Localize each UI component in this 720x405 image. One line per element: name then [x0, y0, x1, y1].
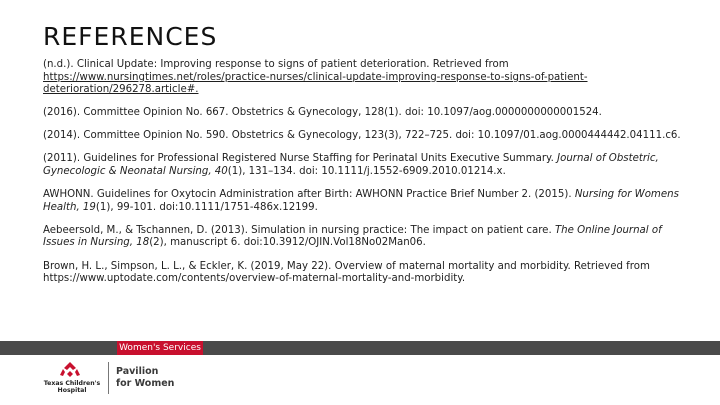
reference-item: [43, 225, 683, 250]
reference-text: (2016). Committee Opinion No. 667. Obstetrics & Gynecology, 128(1). doi: 10.1097/aog.0000000000001524.: [43, 107, 602, 119]
journal-title: Nursing for Womens Health, 19: [43, 189, 679, 213]
reference-item: [43, 153, 683, 178]
reference-text: Brown, H. L., Simpson, L. L., & Eckler, K. (2019, May 22). Overview of maternal mortality and morbidity. Retrieved from https://www.uptodate.com/contents/overview-of-maternal-mortality-and-morbidity.: [43, 260, 650, 285]
hospital-name: Texas Children's Hospital: [43, 380, 101, 394]
reference-text: AWHONN. Guidelines for Oxytocin Administration after Birth: AWHONN Practice Brief Number 2. (2015).: [43, 189, 575, 201]
section-label: Women's Services: [117, 341, 203, 355]
journal-title: Journal of Obstetric, Gynecologic & Neonatal Nursing, 40: [43, 153, 659, 178]
journal-title: The Online Journal of Issues in Nursing, 18: [43, 224, 662, 249]
logo-divider: [108, 362, 109, 394]
reference-item: [43, 130, 683, 143]
reference-item: [43, 107, 683, 120]
reference-text: Aebeersold, M., & Tschannen, D. (2013). Simulation in nursing practice: The impact on patient care.: [43, 224, 555, 236]
pavilion-name: Pavilion for Women: [116, 366, 175, 389]
reference-text: (2), manuscript 6. doi:10.3912/OJIN.Vol18No02Man06.: [149, 237, 426, 249]
reference-text: (2014). Committee Opinion No. 590. Obstetrics & Gynecology, 123(3), 722–725. doi: 10.1097/01.aog.0000444442.04111.c6.: [43, 130, 681, 142]
page-title: REFERENCES: [43, 22, 218, 51]
reference-list: [43, 59, 683, 296]
reference-text: (1), 131–134. doi: 10.1111/j.1552-6909.2010.01214.x.: [227, 166, 506, 178]
reference-link[interactable]: https://www.nursingtimes.net/roles/practice-nurses/clinical-update-improving-response-to-signs-of-patient-deterioration/296278.article#.: [43, 71, 588, 96]
reference-item: [43, 261, 683, 286]
reference-text: (2011). Guidelines for Professional Registered Nurse Staffing for Perinatal Units Executive Summary.: [43, 153, 558, 165]
reference-text: (1), 99-101. doi:10.1111/1751-486x.12199.: [95, 201, 318, 213]
reference-item: [43, 59, 683, 97]
reference-text: (n.d.). Clinical Update: Improving response to signs of patient deterioration. Retrieved from: [43, 59, 509, 70]
footer-bar: [0, 341, 720, 355]
reference-item: [43, 189, 683, 214]
